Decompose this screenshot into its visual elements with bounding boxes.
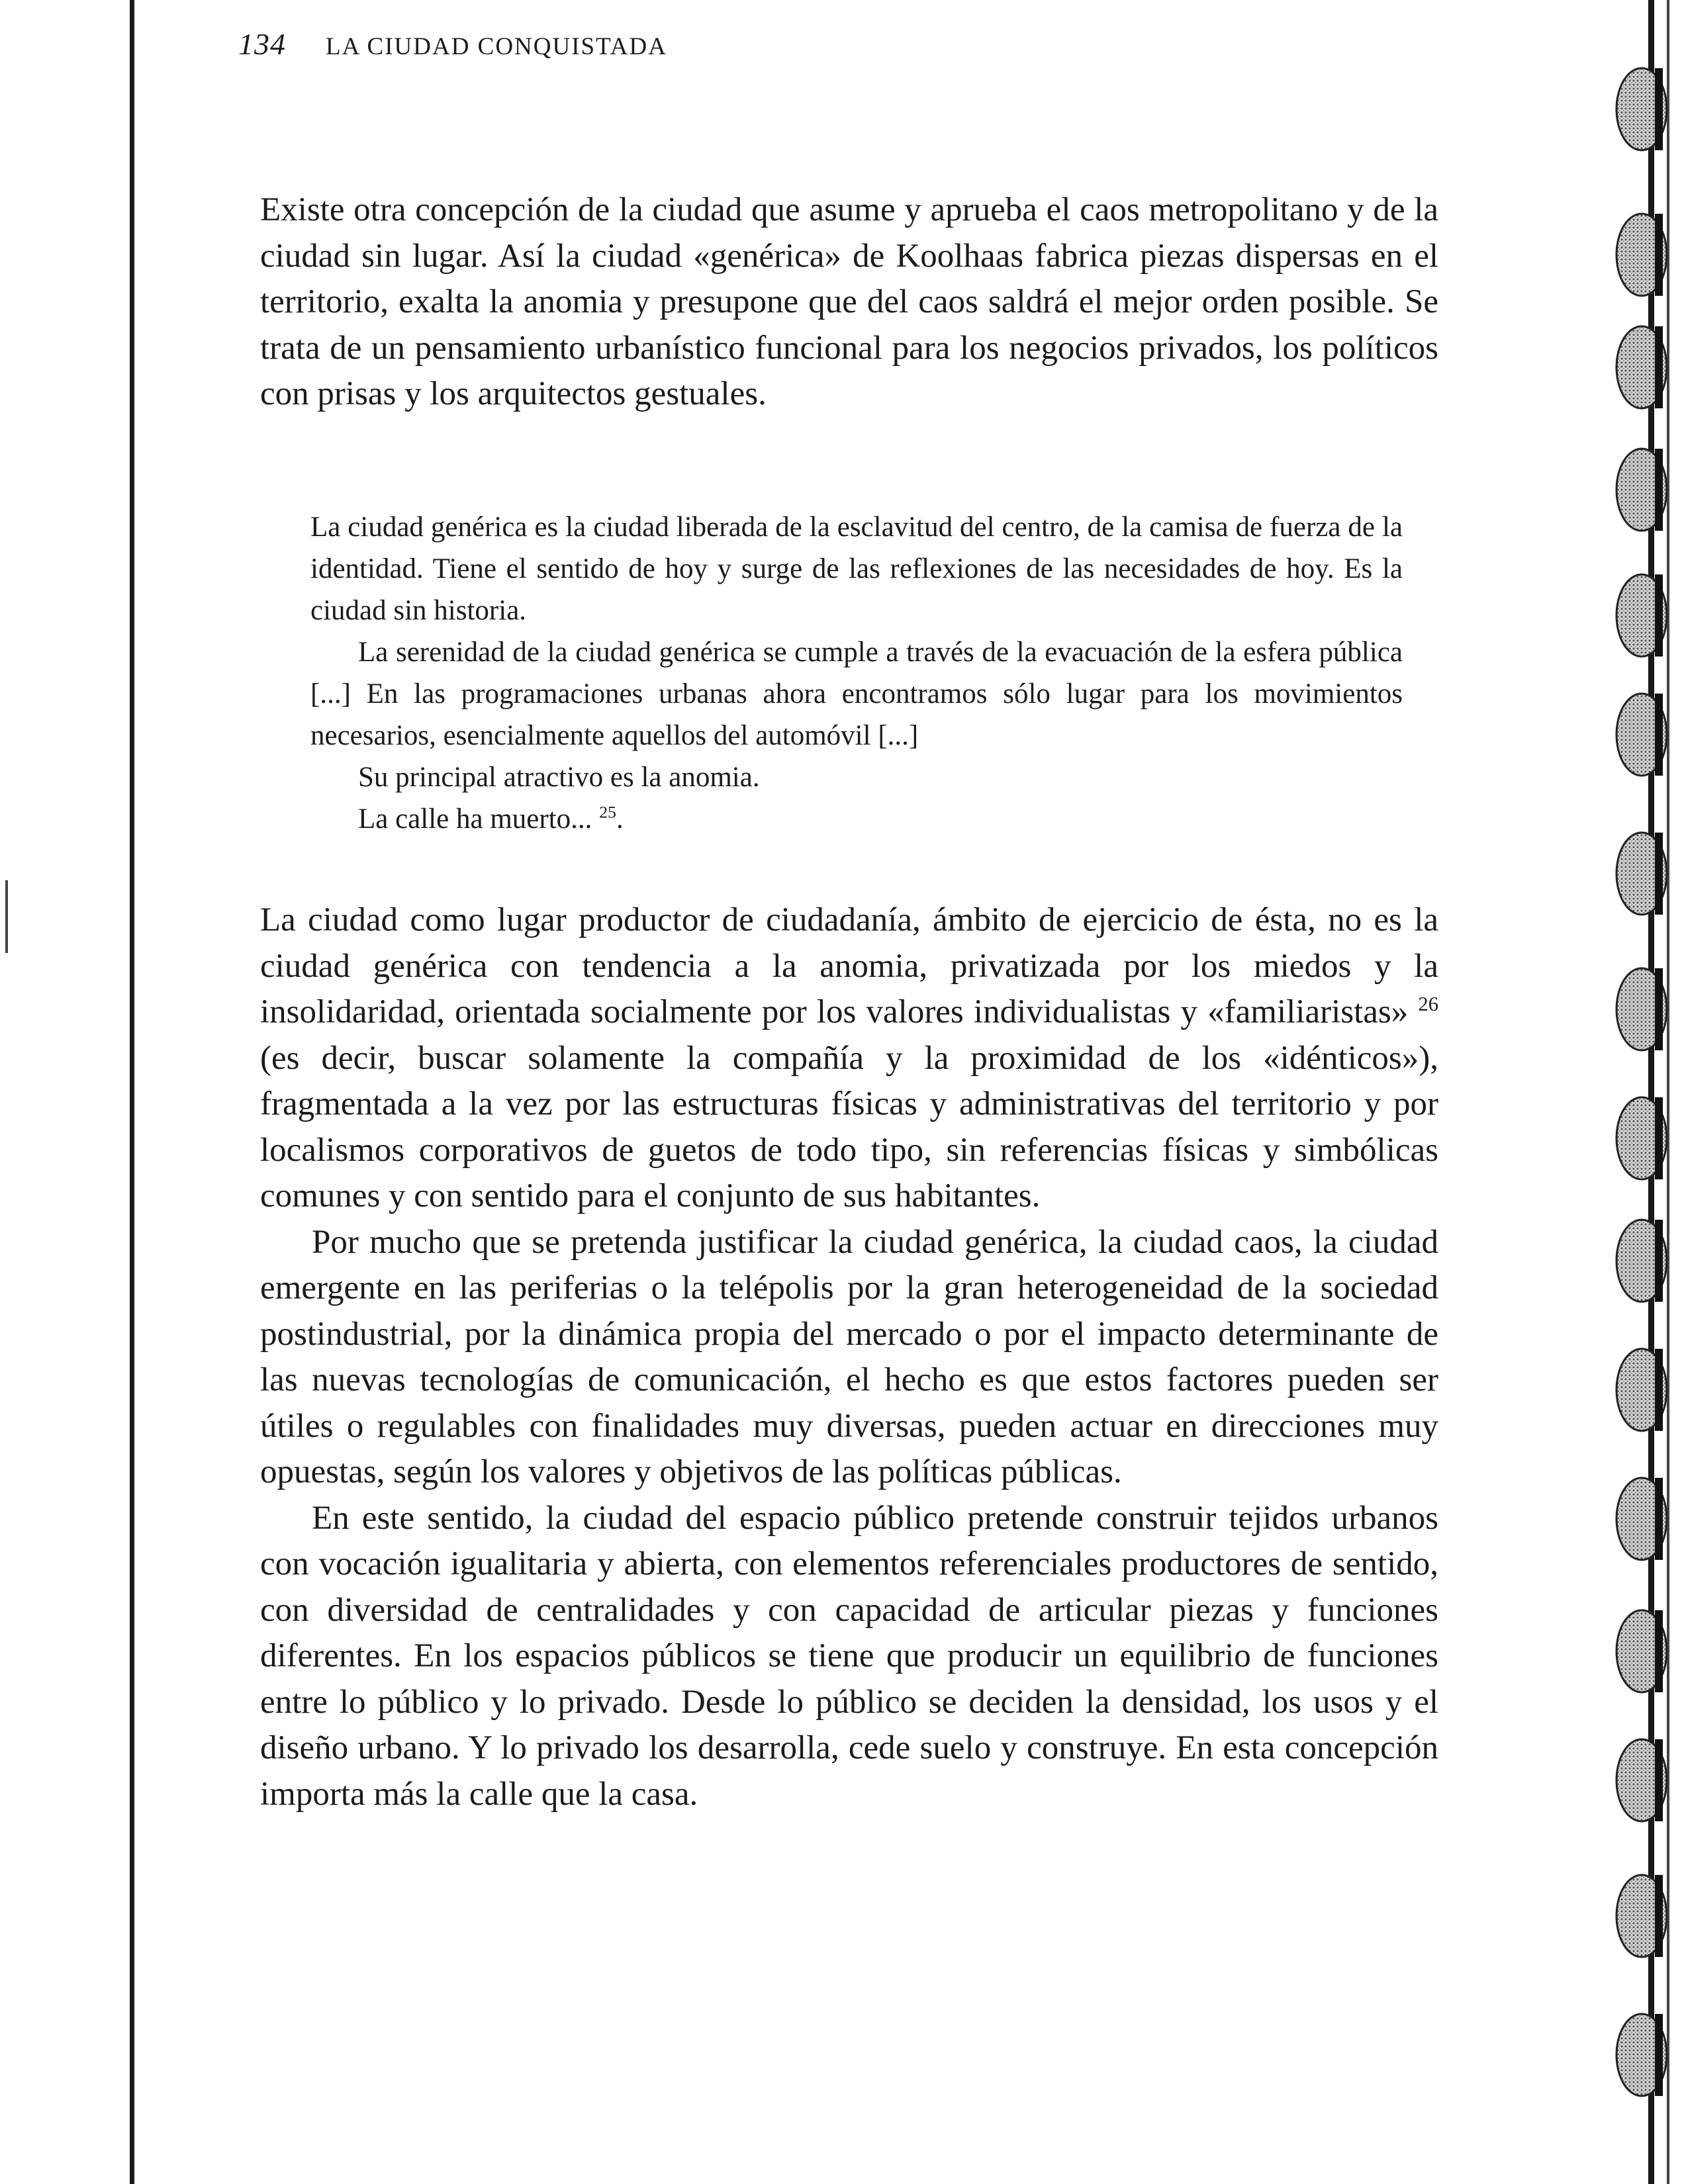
- binding-coil: [1616, 1097, 1667, 1179]
- binding-coil: [1616, 1610, 1667, 1692]
- binding-coil: [1616, 1349, 1667, 1431]
- binding-coil: [1616, 968, 1667, 1050]
- paragraph-3: Por mucho que se pretenda justificar la ciudad genérica, la ciudad caos, la ciudad emergente en las periferias o la telépolis por la gran heterogeneidad de la sociedad postindustrial, por la dinámica propia del mercado o por el impacto determinante de las nuevas tecnologías de comunicación, el hecho es que estos factores pueden ser útiles o regulables con finalidades muy diversas, pueden actuar en direcciones muy opuestas, según los valores y objetivos de las políticas públicas.: [260, 1223, 1438, 1490]
- footnote-ref-26: 26: [1418, 993, 1438, 1015]
- block-quote: [310, 506, 1403, 840]
- spiral-binding: [1589, 0, 1684, 2184]
- page-number: 134: [238, 27, 286, 61]
- quote-paragraph-1: La ciudad genérica es la ciudad liberada de la esclavitud del centro, de la camisa de fuerza de la identidad. Tiene el sentido de hoy y surge de las reflexiones de las necesidades de hoy. Es la ciudad sin historia.: [310, 512, 1403, 626]
- quote-line-text: La calle ha muerto...: [358, 803, 592, 835]
- binding-coil: [1616, 68, 1667, 150]
- binding-coil: [1616, 574, 1667, 657]
- binding-coil: [1616, 326, 1667, 408]
- paragraph-1: Existe otra concepción de la ciudad que asume y aprueba el caos metropolitano y de la ciudad sin lugar. Así la ciudad «genérica» de Koolhaas fabrica piezas dispersas en el territorio, exalta la anomia y presupone que del caos saldrá el mejor orden posible. Se trata de un pensamiento urbanístico funcional para los negocios privados, los políticos con prisas y los arquitectos gestuales.: [260, 191, 1438, 412]
- paragraph-4: En este sentido, la ciudad del espacio público pretende construir tejidos urbanos con vocación igualitaria y abierta, con elementos referenciales productores de sentido, con diversidad de centralidades y con capacidad de articular piezas y funciones diferentes. En los espacios públicos se tiene que producir un equilibrio de funciones entre lo público y lo privado. Desde lo público se deciden la densidad, los usos y el diseño urbano. Y lo privado los desarrolla, cede suelo y construye. En esta concepción importa más la calle que la casa.: [260, 1499, 1438, 1813]
- scan-mark: [5, 880, 8, 953]
- quote-paragraph-2: La serenidad de la ciudad genérica se cumple a través de la evacuación de la esfera pública [...] En las programaciones urbanas ahora encontramos sólo lugar para los movimientos necesarios, esencialmente aquellos del automóvil [...]: [310, 637, 1403, 751]
- binding-coil: [1616, 1875, 1667, 1957]
- binding-coil: [1616, 1220, 1667, 1302]
- quote-paragraph-4: [310, 798, 1403, 840]
- binding-coil: [1616, 1478, 1667, 1560]
- paragraph-intro: [260, 187, 1438, 418]
- running-head: [238, 26, 667, 79]
- binding-coil: [1616, 1739, 1667, 1821]
- binding-coil: [1616, 214, 1667, 296]
- main-text: [260, 897, 1438, 1817]
- binding-edge-line: [130, 0, 134, 2184]
- quote-paragraph-3: Su principal atractivo es la anomia.: [358, 762, 760, 793]
- quote-line-end: .: [616, 803, 624, 835]
- paragraph-2-end: (es decir, buscar solamente la compañía y la proximidad de los «idénticos»), fragmentada a la vez por las estructuras físicas y administrativas del territorio y por localismos corporativos de guetos de todo tipo, sin referencias físicas y simbólicas comunes y con sentido para el conjunto de sus habitantes.: [260, 1039, 1438, 1214]
- binding-coil: [1616, 449, 1667, 531]
- running-title: LA CIUDAD CONQUISTADA: [326, 33, 667, 60]
- footnote-ref-25: 25: [599, 802, 616, 822]
- binding-coil: [1616, 694, 1667, 776]
- spiral-binding-graphic: [1589, 0, 1684, 2184]
- binding-coil: [1616, 833, 1667, 915]
- binding-coil: [1616, 2014, 1667, 2096]
- paragraph-2-start: La ciudad como lugar productor de ciudadanía, ámbito de ejercicio de ésta, no es la ciudad genérica con tendencia a la anomia, privatizada por los miedos y la insolidaridad, orientada socialmente por los valores individualistas y «familiaristas»: [260, 901, 1438, 1030]
- paragraph-2: [260, 897, 1438, 1220]
